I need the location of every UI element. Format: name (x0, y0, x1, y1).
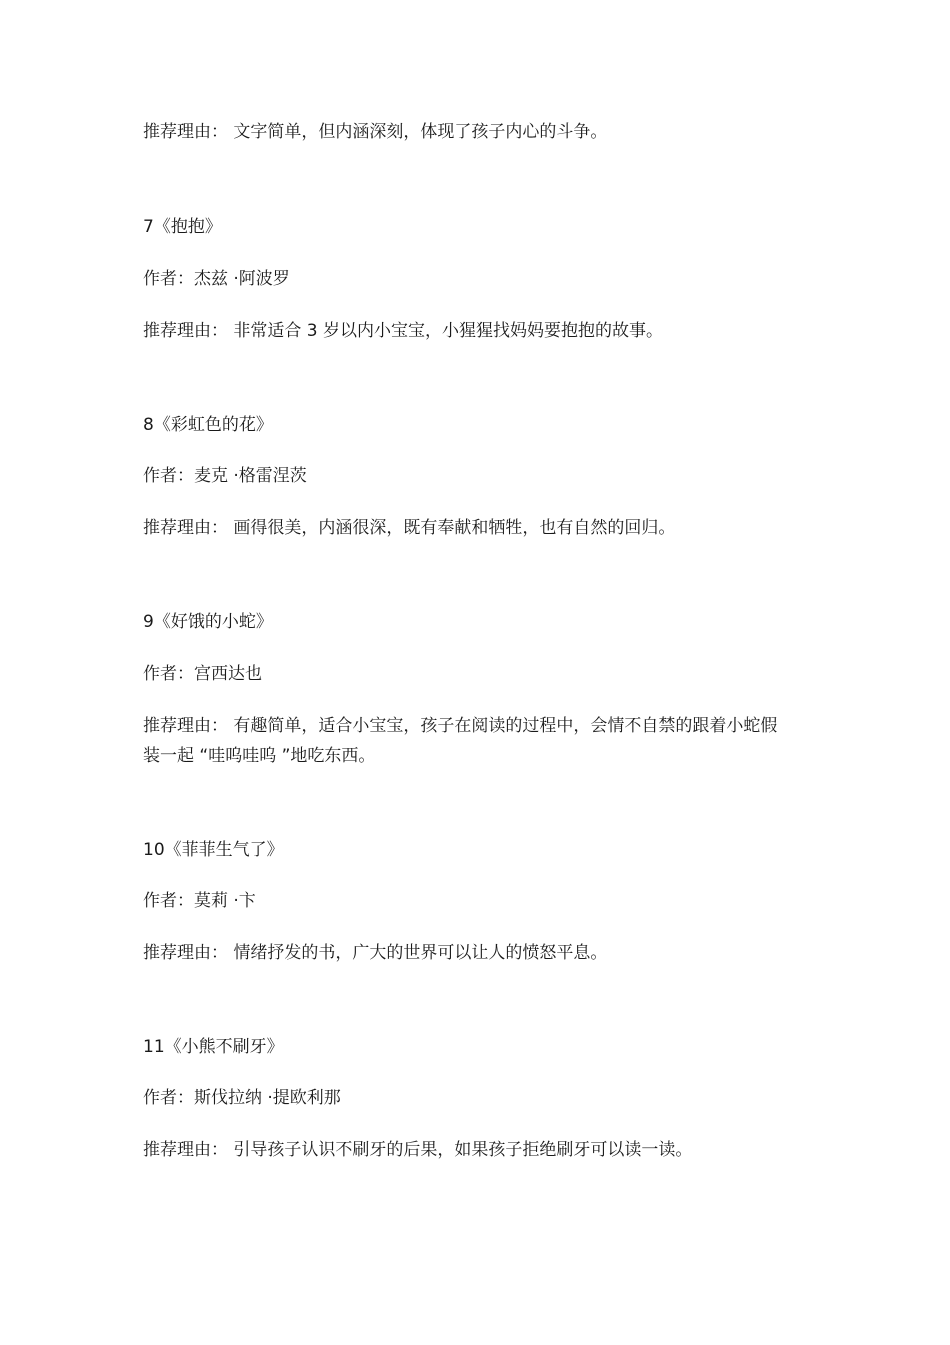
book-title: 10《菲菲生气了》 (143, 840, 284, 860)
book-title: 8《彩虹色的花》 (143, 415, 273, 435)
book-author: 作者：宫西达也 (143, 664, 262, 684)
book-title: 11《小熊不刷牙》 (143, 1037, 284, 1057)
book-author: 作者：杰兹 ·阿波罗 (143, 269, 290, 289)
book-author: 作者：斯伐拉纳 ·提欧利那 (143, 1088, 341, 1108)
book-title: 9《好饿的小蛇》 (143, 612, 273, 632)
book-reason: 推荐理由： 有趣简单，适合小宝宝，孩子在阅读的过程中，会情不自禁的跟着小蛇假装一起 “哇呜哇呜 ”地吃东西。 (143, 716, 778, 766)
book-reason: 推荐理由： 非常适合 3 岁以内小宝宝，小猩猩找妈妈要抱抱的故事。 (143, 321, 664, 341)
book-author: 作者：莫莉 ·卞 (143, 891, 256, 911)
book-reason: 推荐理由： 画得很美，内涵很深，既有奉献和牺牲，也有自然的回归。 (143, 518, 676, 538)
book-author: 作者：麦克 ·格雷涅茨 (143, 466, 307, 486)
book-reason: 推荐理由： 情绪抒发的书，广大的世界可以让人的愤怒平息。 (143, 943, 608, 963)
intro-reason: 推荐理由： 文字简单，但内涵深刻，体现了孩子内心的斗争。 (143, 122, 608, 142)
book-title: 7《抱抱》 (143, 217, 222, 237)
book-reason: 推荐理由： 引导孩子认识不刷牙的后果，如果孩子拒绝刷牙可以读一读。 (143, 1140, 693, 1160)
